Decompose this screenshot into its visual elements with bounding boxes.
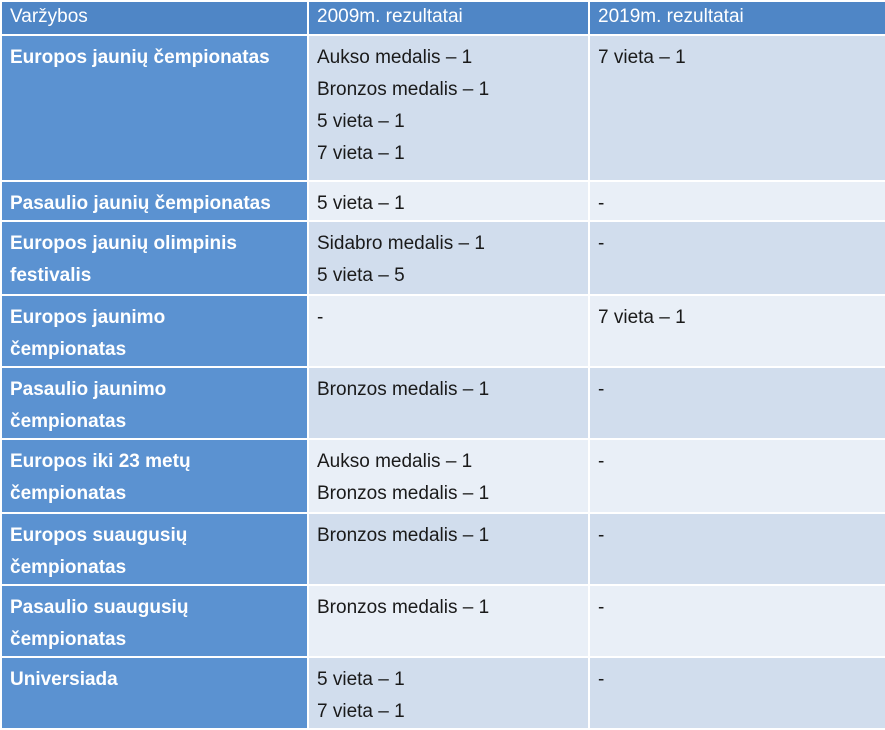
- competition-cell: Universiada: [1, 657, 308, 729]
- results-2009-cell: Bronzos medalis – 1: [308, 367, 589, 439]
- table-row: [1, 221, 885, 295]
- competition-cell: Europos jaunių olimpinis festivalis: [1, 221, 308, 295]
- table-header: [1, 1, 885, 35]
- table-row: [1, 35, 885, 181]
- competition-cell: Pasaulio jaunių čempionatas: [1, 181, 308, 221]
- competition-cell: Europos suaugusių čempionatas: [1, 513, 308, 585]
- table-row: [1, 439, 885, 513]
- header-competition: Varžybos: [1, 1, 308, 35]
- results-2019-cell: -: [589, 181, 885, 221]
- header-results-2019: 2019m. rezultatai: [589, 1, 885, 35]
- results-2009-cell: 5 vieta – 1: [308, 181, 589, 221]
- table-row: [1, 657, 885, 729]
- competition-cell: Europos jaunimo čempionatas: [1, 295, 308, 367]
- results-2019-cell: -: [589, 221, 885, 295]
- results-2009-cell: 5 vieta – 1 7 vieta – 1: [308, 657, 589, 729]
- results-2019-cell: 7 vieta – 1: [589, 295, 885, 367]
- results-2009-cell: Aukso medalis – 1 Bronzos medalis – 1: [308, 439, 589, 513]
- results-2009-cell: -: [308, 295, 589, 367]
- results-2019-cell: -: [589, 367, 885, 439]
- results-2019-cell: -: [589, 585, 885, 657]
- results-2019-cell: 7 vieta – 1: [589, 35, 885, 181]
- header-results-2009: 2009m. rezultatai: [308, 1, 589, 35]
- results-2009-cell: Aukso medalis – 1 Bronzos medalis – 1 5 vieta – 1 7 vieta – 1: [308, 35, 589, 181]
- competition-cell: Europos jaunių čempionatas: [1, 35, 308, 181]
- results-2019-cell: -: [589, 439, 885, 513]
- competition-cell: Pasaulio jaunimo čempionatas: [1, 367, 308, 439]
- table-row: [1, 295, 885, 367]
- competition-cell: Europos iki 23 metų čempionatas: [1, 439, 308, 513]
- table-row: [1, 585, 885, 657]
- results-2009-cell: Bronzos medalis – 1: [308, 513, 589, 585]
- table-row: [1, 181, 885, 221]
- results-2009-cell: Bronzos medalis – 1: [308, 585, 589, 657]
- table-body: [1, 35, 885, 729]
- table-row: [1, 367, 885, 439]
- competition-cell: Pasaulio suaugusių čempionatas: [1, 585, 308, 657]
- table-row: [1, 513, 885, 585]
- results-2019-cell: -: [589, 513, 885, 585]
- header-row: [1, 1, 885, 35]
- results-2019-cell: -: [589, 657, 885, 729]
- results-2009-cell: Sidabro medalis – 1 5 vieta – 5: [308, 221, 589, 295]
